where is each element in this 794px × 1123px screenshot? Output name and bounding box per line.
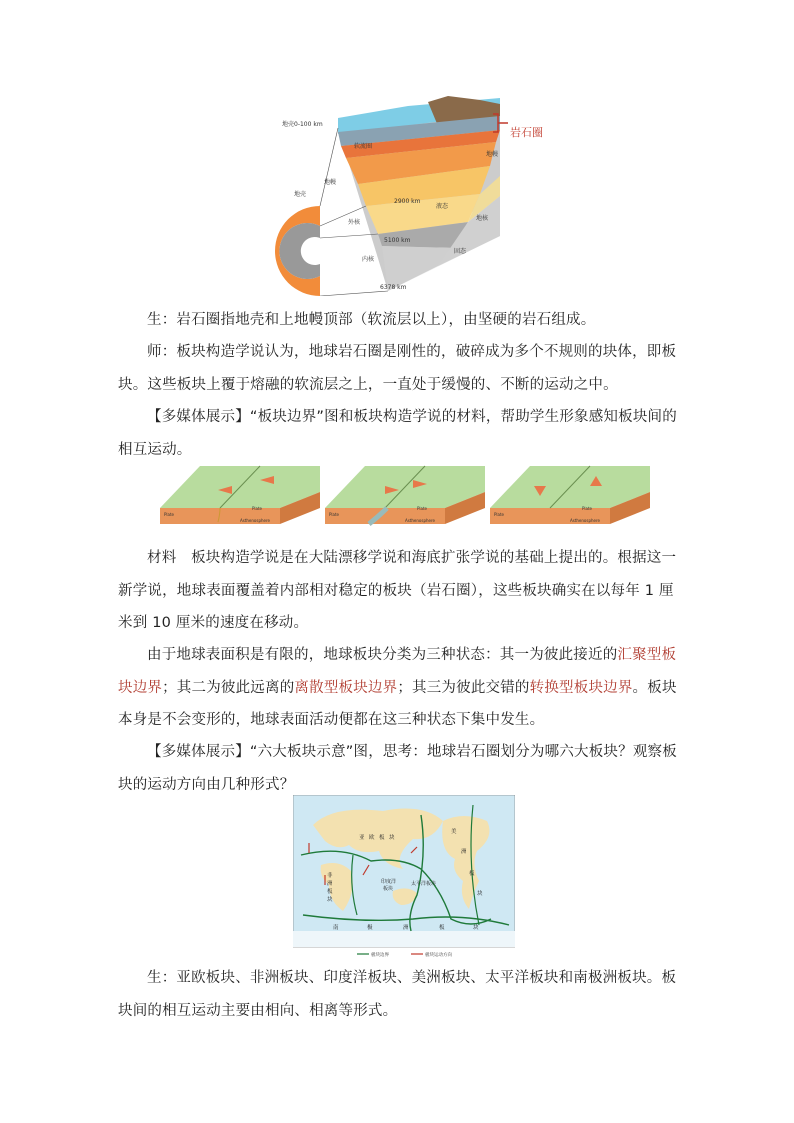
asthenosphere-label: Asthenosphere — [570, 518, 601, 523]
asthenosphere-label: Asthenosphere — [240, 518, 271, 523]
map-label: 板 — [327, 889, 333, 895]
depth-6378-label: 6378 km — [380, 284, 407, 291]
plate-label: Plate — [252, 506, 263, 511]
paragraph-material: 材料 板块构造学说是在大陆漂移学说和海底扩张学说的基础上提出的。根据这一新学说，地球表面覆盖着内部相对稳定的板块（岩石圈），这些板块确实在以每年 1 厘米到 10 厘米的速度在移动。 — [118, 550, 677, 631]
plate-label: Plate — [417, 506, 428, 511]
core-label: 地核 — [476, 215, 489, 222]
divergent-boundary-block — [160, 466, 320, 524]
legend-direction: 板块运动方向 — [425, 953, 452, 958]
divergent-term: 离散型板块边界 — [294, 679, 398, 696]
depth-5100-label: 5100 km — [384, 237, 411, 244]
map-label: 欧 — [369, 835, 375, 841]
plate-boundary-figure — [160, 462, 650, 528]
map-label: 印度洋 — [381, 879, 397, 885]
solid-label: 固态 — [454, 248, 467, 255]
asthenosphere-label: 软流圈 — [354, 143, 373, 150]
map-label: 极 — [367, 925, 373, 931]
paragraph-student-2: 生：亚欧板块、非洲板块、印度洋板块、美洲板块、太平洋板块和南极洲板块。板块间的相互运动主要由相向、相离等形式。 — [118, 970, 677, 1019]
crust-left-label: 地壳 — [294, 191, 307, 198]
liquid-label: 液态 — [436, 203, 449, 210]
lithosphere-label: 岩石圈 — [510, 126, 543, 139]
map-label: 南 — [333, 925, 339, 931]
paragraph-media-2: 【多媒体展示】“六大板块示意”图，思考：地球岩石圈划分为哪六大板块？观察板块的运动方向由几种形式？ — [118, 744, 677, 793]
transform-term: 转换型板块边界 — [529, 679, 633, 696]
map-label: 美 — [451, 829, 457, 835]
mantle-right-label: 地幔 — [486, 151, 499, 158]
map-label: 块 — [389, 835, 395, 841]
mantle-left-label: 地幔 — [324, 179, 337, 186]
map-label: 板 — [379, 835, 385, 841]
map-label: 太平洋板块 — [411, 881, 437, 887]
map-label: 亚 — [359, 835, 365, 841]
paragraph-teacher: 师：板块构造学说认为，地球岩石圈是刚性的，破碎成为多个不规则的块体，即板块。这些板块上覆于熔融的软流层之上，一直处于缓慢的、不断的运动之中。 — [118, 344, 677, 393]
plate-label: Plate — [164, 512, 175, 517]
map-label: 洲 — [461, 849, 467, 855]
crust-range-label: 地壳0-100 km — [282, 121, 323, 128]
asthenosphere-label: Asthenosphere — [405, 518, 436, 523]
map-label: 板 — [469, 871, 475, 877]
paragraph-boundaries: 由于地球表面积是有限的，地球板块分类为三种状态：其一为彼此接近的汇聚型板块边界；其二为彼此远离的离散型板块边界；其三为彼此交错的转换型板块边界。板块本身是不会变形的，地球表面活动便都在这三种状态下集中发生。 — [118, 647, 677, 728]
depth-2900-label: 2900 km — [394, 198, 421, 205]
map-label: 洲 — [327, 881, 333, 887]
map-label: 块 — [327, 897, 333, 903]
map-label: 块 — [477, 891, 483, 897]
map-label: 板 — [439, 925, 445, 931]
inner-core-label: 内核 — [362, 256, 375, 263]
transform-boundary-block — [490, 466, 650, 524]
plate-label: Plate — [582, 506, 593, 511]
paragraph-media-1: 【多媒体展示】“板块边界”图和板块构造学说的材料，帮助学生形象感知板块间的相互运动。 — [118, 409, 677, 458]
map-label: 板块 — [383, 886, 394, 892]
legend-boundary: 板块边界 — [371, 953, 389, 958]
convergent-term: 汇聚型板块边界 — [118, 647, 677, 696]
map-label: 洲 — [403, 925, 409, 931]
six-plates-map — [293, 795, 515, 959]
plate-label: Plate — [329, 512, 340, 517]
map-label: 块 — [473, 925, 479, 931]
convergent-boundary-block — [325, 466, 485, 524]
earth-structure-figure — [258, 96, 558, 296]
paragraph-student-1: 生：岩石圈指地壳和上地幔顶部（软流层以上），由坚硬的岩石组成。 — [147, 312, 596, 328]
map-label: 非 — [327, 873, 333, 879]
outer-core-label: 外核 — [348, 219, 361, 226]
plate-label: Plate — [494, 512, 505, 517]
